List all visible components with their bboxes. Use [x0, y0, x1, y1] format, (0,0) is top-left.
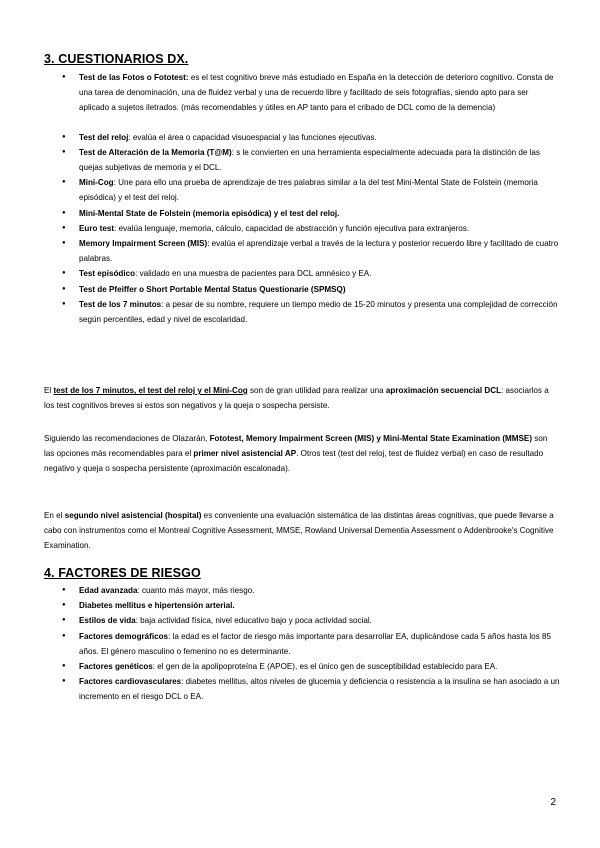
list-item: ● Diabetes mellitus e hipertensión arterial.: [62, 598, 560, 613]
list-item: ● Test episódico: validado en una muestra de pacientes para DCL amnésico y EA.: [62, 266, 560, 281]
list-item: ● Factores demográficos: la edad es el factor de riesgo más importante para desarrollar EA, duplicándose cada 5 años hasta los 85 años. El género masculino o femenino no es determinante.: [62, 629, 560, 659]
list-item: ● Mini-Cog: Une para ello una prueba de aprendizaje de tres palabras similar a la del test Mini-Mental State de Folstein (memoria episódica) y el test del reloj.: [62, 175, 560, 205]
paragraph-sequential-approach: El test de los 7 minutos, el test del reloj y el Mini-Cog son de gran utilidad para realizar una aproximación secuencial DCL: asociarlos a los test cognitivos breves si estos son negativos y la queja o sospecha persiste.: [44, 386, 549, 411]
list-item: ● Estilos de vida: baja actividad física, nivel educativo bajo y poca actividad social.: [62, 613, 560, 628]
section-4-list: [62, 583, 560, 705]
list-item: ● Edad avanzada: cuanto más mayor, más riesgo.: [62, 583, 560, 598]
list-item: ● Test de las Fotos o Fototest: es el test cognitivo breve más estudiado en España en la detección de deterioro cognitivo. Consta de una tarea de denominación, una de fluidez verbal y una de recuerdo libre y facilitado de seis fotografías, siendo apto para ser aplicado a sujetos iletrados. (más recomendables y útiles en AP tanto para el cribado de DCL como de la demencia): [62, 70, 560, 116]
section-4-heading: 4. FACTORES DE RIESGO: [44, 566, 201, 580]
list-item: ● Test de los 7 minutos: a pesar de su nombre, requiere un tiempo medio de 15-20 minutos y presenta una complejidad de corrección según percentiles, edad y nivel de escolaridad.: [62, 297, 560, 327]
list-item: ● Test del reloj: evalúa el área o capacidad visuoespacial y las funciones ejecutivas.: [62, 130, 560, 145]
section-3-list: [62, 70, 560, 327]
list-item: ● Factores cardiovasculares: diabetes mellitus, altos niveles de glucemia y deficiencia o resistencia a la insulina se han asociado a un incremento en el riesgo DCL o EA.: [62, 674, 560, 704]
paragraph-second-level: En el segundo nivel asistencial (hospital) es conveniente una evaluación sistemática de las distintas áreas cognitivas, que puede llevarse a cabo con instrumentos como el Montreal Cognitive Assessment, MMSE, Rowland Universal Dementia Assessment o Addenbrooke's Cognitive Examination.: [44, 511, 554, 551]
paragraph-first-level: Siguiendo las recomendaciones de Olazarán, Fototest, Memory Impairment Screen (MIS) y Mini-Mental State Examination (MMSE) son las opciones más recomendables para el primer nivel asistencial AP. Otros test (test del reloj, test de fluidez verbal) en caso de resultado negativo y queja o sospecha persistente (aproximación escalonada).: [44, 434, 548, 474]
list-item: ● Memory Impairment Screen (MIS): evalúa el aprendizaje verbal a través de la lectura y posterior recuerdo libre y facilitado de cuatro palabras.: [62, 236, 560, 266]
page-number: 2: [550, 797, 556, 808]
list-item: ● Test de Alteración de la Memoria (T@M): s le convierten en una herramienta especialmente adecuada para la distinción de las quejas subjetivas de memoria y el DCL.: [62, 145, 560, 175]
list-item: ● Euro test: evalúa lenguaje, memoria, cálculo, capacidad de abstracción y función ejecutiva para extranjeros.: [62, 221, 560, 236]
list-item: ● Mini-Mental State de Folstein (memoria episódica) y el test del reloj.: [62, 206, 560, 221]
section-3-heading: 3. CUESTIONARIOS DX.: [44, 52, 189, 66]
list-item: ● Test de Pfeiffer o Short Portable Mental Status Questionarie (SPMSQ): [62, 282, 560, 297]
list-item: ● Factores genéticos: el gen de la apolipoproteína E (APOE), es el único gen de susceptibilidad establecido para EA.: [62, 659, 560, 674]
